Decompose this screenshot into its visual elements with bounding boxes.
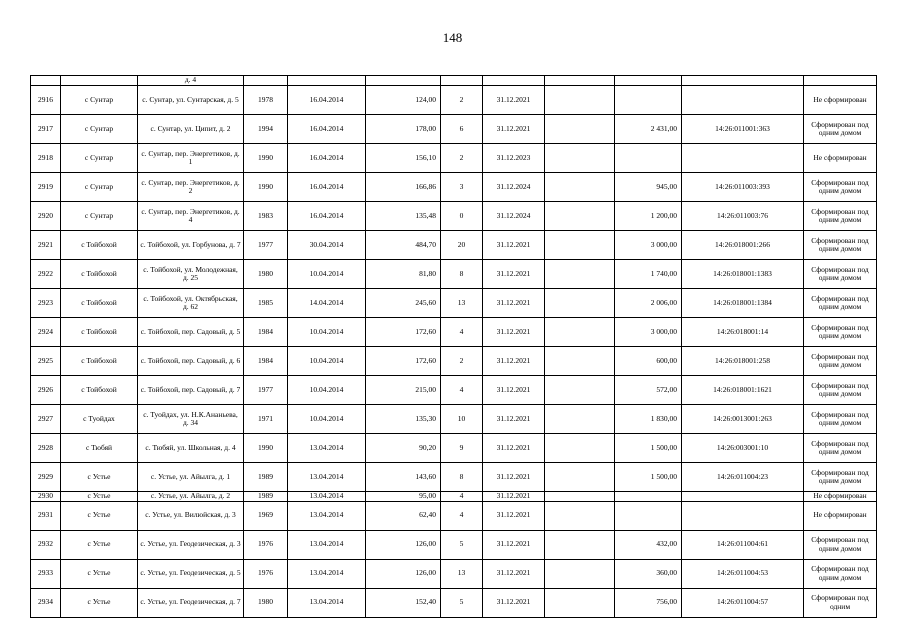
cell-empty bbox=[545, 347, 615, 376]
cell-date: 14.04.2014 bbox=[288, 289, 366, 318]
cell-plot-area: 945,00 bbox=[615, 173, 682, 202]
cell-plot-area: 432,00 bbox=[615, 530, 682, 559]
cell-settlement bbox=[61, 76, 138, 86]
cell-empty bbox=[545, 588, 615, 617]
table-row bbox=[31, 559, 877, 588]
cell-plot-status bbox=[804, 76, 877, 86]
cell-settlement: с Сунтар bbox=[61, 173, 138, 202]
cell-plot-area: 2 431,00 bbox=[615, 115, 682, 144]
cell-residents: 9 bbox=[441, 434, 483, 463]
cell-build-year: 1989 bbox=[244, 492, 288, 502]
cell-cadastral-number: 14:26:011004:57 bbox=[682, 588, 804, 617]
cell-settlement: с Устье bbox=[61, 559, 138, 588]
cell-settlement: с Тойбохой bbox=[61, 289, 138, 318]
cell-deadline: 31.12.2021 bbox=[483, 530, 545, 559]
cell-plot-status: Сформирован под одним домом bbox=[804, 260, 877, 289]
cell-plot-area: 1 740,00 bbox=[615, 260, 682, 289]
cell-plot-status: Сформирован под одним bbox=[804, 588, 877, 617]
cell-address: с. Устье, ул. Геодезическая, д. 3 bbox=[138, 530, 244, 559]
cell-cadastral-number: 14:26:011004:23 bbox=[682, 463, 804, 492]
cell-row-number: 2928 bbox=[31, 434, 61, 463]
cell-empty bbox=[545, 260, 615, 289]
cell-build-year: 1994 bbox=[244, 115, 288, 144]
cell-plot-status: Сформирован под одним домом bbox=[804, 559, 877, 588]
cell-cadastral-number: 14:26:011001:363 bbox=[682, 115, 804, 144]
cell-address: с. Сунтар, пер. Энергетиков, д. 4 bbox=[138, 202, 244, 231]
cell-area: 172,60 bbox=[366, 347, 441, 376]
cell-deadline: 31.12.2021 bbox=[483, 492, 545, 502]
cell-address: с. Сунтар, ул. Ципит, д. 2 bbox=[138, 115, 244, 144]
cell-residents: 8 bbox=[441, 463, 483, 492]
cell-date: 10.04.2014 bbox=[288, 376, 366, 405]
cell-address: с. Устье, ул. Геодезическая, д. 7 bbox=[138, 588, 244, 617]
cell-build-year: 1976 bbox=[244, 559, 288, 588]
cell-plot-area: 1 200,00 bbox=[615, 202, 682, 231]
cell-build-year: 1990 bbox=[244, 144, 288, 173]
cell-plot-area: 600,00 bbox=[615, 347, 682, 376]
cell-deadline bbox=[483, 76, 545, 86]
cell-row-number: 2917 bbox=[31, 115, 61, 144]
cell-deadline: 31.12.2021 bbox=[483, 501, 545, 530]
cell-deadline: 31.12.2023 bbox=[483, 144, 545, 173]
cell-plot-status: Сформирован под одним домом bbox=[804, 115, 877, 144]
cell-address: с. Тойбохой, ул. Горбунова, д. 7 bbox=[138, 231, 244, 260]
cell-build-year: 1978 bbox=[244, 86, 288, 115]
cell-plot-status: Сформирован под одним домом bbox=[804, 530, 877, 559]
cell-settlement: с Тойбохой bbox=[61, 318, 138, 347]
cell-address: с. Тойбохой, ул. Октябрьская, д. 62 bbox=[138, 289, 244, 318]
cell-area: 126,00 bbox=[366, 559, 441, 588]
cell-residents: 4 bbox=[441, 492, 483, 502]
cell-build-year: 1990 bbox=[244, 434, 288, 463]
table-row bbox=[31, 434, 877, 463]
cell-empty bbox=[545, 492, 615, 502]
cell-build-year: 1977 bbox=[244, 376, 288, 405]
table-row bbox=[31, 260, 877, 289]
cell-area: 152,40 bbox=[366, 588, 441, 617]
cell-plot-status: Сформирован под одним домом bbox=[804, 289, 877, 318]
cell-settlement: с Сунтар bbox=[61, 144, 138, 173]
cell-area: 172,60 bbox=[366, 318, 441, 347]
cell-area: 178,00 bbox=[366, 115, 441, 144]
table-row bbox=[31, 376, 877, 405]
cell-empty bbox=[545, 559, 615, 588]
cell-residents: 2 bbox=[441, 144, 483, 173]
cell-area: 135,30 bbox=[366, 405, 441, 434]
cell-settlement: с Тюбяй bbox=[61, 434, 138, 463]
table-row bbox=[31, 86, 877, 115]
cell-empty bbox=[545, 76, 615, 86]
cell-settlement: с Устье bbox=[61, 463, 138, 492]
cell-plot-area: 3 000,00 bbox=[615, 318, 682, 347]
cell-area: 156,10 bbox=[366, 144, 441, 173]
cell-cadastral-number: 14:26:018001:266 bbox=[682, 231, 804, 260]
cell-row-number: 2920 bbox=[31, 202, 61, 231]
cell-address: с. Устье, ул. Геодезическая, д. 5 bbox=[138, 559, 244, 588]
cell-empty bbox=[545, 289, 615, 318]
cell-row-number: 2934 bbox=[31, 588, 61, 617]
cell-deadline: 31.12.2021 bbox=[483, 260, 545, 289]
cell-row-number: 2926 bbox=[31, 376, 61, 405]
cell-area: 90,20 bbox=[366, 434, 441, 463]
cell-row-number: 2922 bbox=[31, 260, 61, 289]
cell-plot-status: Сформирован под одним домом bbox=[804, 347, 877, 376]
cell-settlement: с Устье bbox=[61, 492, 138, 502]
cell-date: 13.04.2014 bbox=[288, 530, 366, 559]
cell-plot-area: 756,00 bbox=[615, 588, 682, 617]
cell-cadastral-number: 14:26:011003:76 bbox=[682, 202, 804, 231]
cell-area: 215,00 bbox=[366, 376, 441, 405]
cell-plot-area bbox=[615, 86, 682, 115]
cell-empty bbox=[545, 231, 615, 260]
cell-address: с. Тойбохой, пер. Садовый, д. 7 bbox=[138, 376, 244, 405]
cell-residents: 4 bbox=[441, 318, 483, 347]
cell-area: 81,80 bbox=[366, 260, 441, 289]
cell-area: 484,70 bbox=[366, 231, 441, 260]
cell-plot-status: Сформирован под одним домом bbox=[804, 463, 877, 492]
cell-empty bbox=[545, 318, 615, 347]
cell-date: 30.04.2014 bbox=[288, 231, 366, 260]
cell-settlement: с Сунтар bbox=[61, 86, 138, 115]
cell-plot-area: 572,00 bbox=[615, 376, 682, 405]
cell-cadastral-number: 14:26:018001:1621 bbox=[682, 376, 804, 405]
cell-residents: 20 bbox=[441, 231, 483, 260]
cell-empty bbox=[545, 434, 615, 463]
cell-settlement: с Тойбохой bbox=[61, 347, 138, 376]
cell-date: 10.04.2014 bbox=[288, 318, 366, 347]
cell-address: с. Устье, ул. Айылга, д. 2 bbox=[138, 492, 244, 502]
cell-date: 16.04.2014 bbox=[288, 173, 366, 202]
table-body bbox=[31, 76, 877, 618]
cell-build-year bbox=[244, 76, 288, 86]
cell-date: 13.04.2014 bbox=[288, 588, 366, 617]
cell-date: 16.04.2014 bbox=[288, 86, 366, 115]
cell-residents: 13 bbox=[441, 559, 483, 588]
cell-area: 166,86 bbox=[366, 173, 441, 202]
cell-cadastral-number bbox=[682, 76, 804, 86]
cell-deadline: 31.12.2021 bbox=[483, 231, 545, 260]
cell-date: 16.04.2014 bbox=[288, 202, 366, 231]
cell-address: с. Сунтар, ул. Сунтарская, д. 5 bbox=[138, 86, 244, 115]
cell-date: 13.04.2014 bbox=[288, 501, 366, 530]
cell-date: 16.04.2014 bbox=[288, 115, 366, 144]
cell-residents: 2 bbox=[441, 86, 483, 115]
cell-residents bbox=[441, 76, 483, 86]
cell-plot-status: Сформирован под одним домом bbox=[804, 405, 877, 434]
cell-plot-status: Сформирован под одним домом bbox=[804, 376, 877, 405]
cell-date: 13.04.2014 bbox=[288, 559, 366, 588]
cell-date: 10.04.2014 bbox=[288, 405, 366, 434]
cell-area: 126,00 bbox=[366, 530, 441, 559]
cell-empty bbox=[545, 115, 615, 144]
cell-area: 62,40 bbox=[366, 501, 441, 530]
cell-row-number: 2919 bbox=[31, 173, 61, 202]
cell-plot-area: 1 500,00 bbox=[615, 434, 682, 463]
cell-deadline: 31.12.2021 bbox=[483, 376, 545, 405]
cell-residents: 6 bbox=[441, 115, 483, 144]
cell-build-year: 1971 bbox=[244, 405, 288, 434]
cell-date: 16.04.2014 bbox=[288, 144, 366, 173]
cell-address: с. Сунтар, пер. Энергетиков, д. 1 bbox=[138, 144, 244, 173]
cell-settlement: с Тойбохой bbox=[61, 231, 138, 260]
cell-settlement: с Устье bbox=[61, 501, 138, 530]
cell-cadastral-number: 14:26:011004:53 bbox=[682, 559, 804, 588]
cell-deadline: 31.12.2024 bbox=[483, 202, 545, 231]
cell-settlement: с Сунтар bbox=[61, 202, 138, 231]
cell-build-year: 1984 bbox=[244, 347, 288, 376]
cell-residents: 5 bbox=[441, 530, 483, 559]
cell-deadline: 31.12.2021 bbox=[483, 405, 545, 434]
cell-residents: 0 bbox=[441, 202, 483, 231]
cell-plot-status: Не сформирован bbox=[804, 501, 877, 530]
cell-build-year: 1985 bbox=[244, 289, 288, 318]
cell-area: 95,00 bbox=[366, 492, 441, 502]
cell-cadastral-number: 14:26:011003:393 bbox=[682, 173, 804, 202]
cell-address: с. Устье, ул. Вилюйская, д. 3 bbox=[138, 501, 244, 530]
cell-area: 135,48 bbox=[366, 202, 441, 231]
cell-residents: 4 bbox=[441, 501, 483, 530]
cell-cadastral-number bbox=[682, 144, 804, 173]
cell-row-number: 2927 bbox=[31, 405, 61, 434]
cell-settlement: с Тойбохой bbox=[61, 376, 138, 405]
cell-row-number: 2923 bbox=[31, 289, 61, 318]
cell-date: 10.04.2014 bbox=[288, 260, 366, 289]
table-row bbox=[31, 530, 877, 559]
table-row bbox=[31, 492, 877, 502]
cell-date: 13.04.2014 bbox=[288, 492, 366, 502]
cell-build-year: 1980 bbox=[244, 588, 288, 617]
cell-date: 10.04.2014 bbox=[288, 347, 366, 376]
cell-empty bbox=[545, 202, 615, 231]
cell-cadastral-number: 14:26:011004:61 bbox=[682, 530, 804, 559]
cell-cadastral-number: 14:26:018001:1384 bbox=[682, 289, 804, 318]
cell-row-number: 2932 bbox=[31, 530, 61, 559]
cell-address: с. Тойбохой, ул. Молодежная, д. 25 bbox=[138, 260, 244, 289]
cell-cadastral-number: 14:26:018001:1383 bbox=[682, 260, 804, 289]
cell-plot-status: Не сформирован bbox=[804, 86, 877, 115]
cell-area: 124,00 bbox=[366, 86, 441, 115]
cell-address: с. Устье, ул. Айылга, д. 1 bbox=[138, 463, 244, 492]
cell-row-number bbox=[31, 76, 61, 86]
cell-build-year: 1976 bbox=[244, 530, 288, 559]
cell-plot-area bbox=[615, 144, 682, 173]
cell-empty bbox=[545, 86, 615, 115]
cell-plot-status: Сформирован под одним домом bbox=[804, 318, 877, 347]
cell-row-number: 2918 bbox=[31, 144, 61, 173]
cell-residents: 8 bbox=[441, 260, 483, 289]
cell-settlement: с Тойбохой bbox=[61, 260, 138, 289]
cell-address: с. Туойдах, ул. Н.К.Ананьева, д. 34 bbox=[138, 405, 244, 434]
cell-deadline: 31.12.2021 bbox=[483, 559, 545, 588]
cell-settlement: с Устье bbox=[61, 530, 138, 559]
cell-plot-status: Сформирован под одним домом bbox=[804, 202, 877, 231]
cell-row-number: 2933 bbox=[31, 559, 61, 588]
cell-residents: 5 bbox=[441, 588, 483, 617]
cell-settlement: с Туойдах bbox=[61, 405, 138, 434]
cell-build-year: 1984 bbox=[244, 318, 288, 347]
cell-address: д. 4 bbox=[138, 76, 244, 86]
cell-address: с. Сунтар, пер. Энергетиков, д. 2 bbox=[138, 173, 244, 202]
cell-cadastral-number bbox=[682, 501, 804, 530]
cell-row-number: 2916 bbox=[31, 86, 61, 115]
cell-deadline: 31.12.2021 bbox=[483, 588, 545, 617]
table-row bbox=[31, 405, 877, 434]
table-row bbox=[31, 115, 877, 144]
cell-build-year: 1980 bbox=[244, 260, 288, 289]
cell-settlement: с Сунтар bbox=[61, 115, 138, 144]
cell-deadline: 31.12.2021 bbox=[483, 115, 545, 144]
cell-deadline: 31.12.2021 bbox=[483, 86, 545, 115]
cell-deadline: 31.12.2021 bbox=[483, 318, 545, 347]
cell-date: 13.04.2014 bbox=[288, 434, 366, 463]
cell-plot-area: 1 500,00 bbox=[615, 463, 682, 492]
cell-deadline: 31.12.2021 bbox=[483, 434, 545, 463]
cell-plot-status: Не сформирован bbox=[804, 144, 877, 173]
cell-empty bbox=[545, 144, 615, 173]
cell-build-year: 1990 bbox=[244, 173, 288, 202]
cell-cadastral-number: 14:26:003001:10 bbox=[682, 434, 804, 463]
cell-cadastral-number bbox=[682, 86, 804, 115]
page-number: 148 bbox=[442, 30, 463, 45]
cell-residents: 10 bbox=[441, 405, 483, 434]
table-row bbox=[31, 144, 877, 173]
table-row bbox=[31, 173, 877, 202]
cell-row-number: 2931 bbox=[31, 501, 61, 530]
cell-row-number: 2929 bbox=[31, 463, 61, 492]
cell-cadastral-number: 14:26:018001:258 bbox=[682, 347, 804, 376]
cell-empty bbox=[545, 530, 615, 559]
cell-build-year: 1989 bbox=[244, 463, 288, 492]
table-row bbox=[31, 318, 877, 347]
table-row bbox=[31, 202, 877, 231]
cell-row-number: 2925 bbox=[31, 347, 61, 376]
table-row bbox=[31, 76, 877, 86]
cell-row-number: 2924 bbox=[31, 318, 61, 347]
cell-build-year: 1983 bbox=[244, 202, 288, 231]
cell-address: с. Тойбохой, пер. Садовый, д. 5 bbox=[138, 318, 244, 347]
cell-address: с. Тойбохой, пер. Садовый, д. 6 bbox=[138, 347, 244, 376]
cell-cadastral-number: 14:26:018001:14 bbox=[682, 318, 804, 347]
cell-area: 245,60 bbox=[366, 289, 441, 318]
cell-row-number: 2930 bbox=[31, 492, 61, 502]
cell-deadline: 31.12.2021 bbox=[483, 347, 545, 376]
cell-plot-area: 2 006,00 bbox=[615, 289, 682, 318]
table-row bbox=[31, 501, 877, 530]
cell-build-year: 1969 bbox=[244, 501, 288, 530]
cell-date: 13.04.2014 bbox=[288, 463, 366, 492]
cell-plot-status: Не сформирован bbox=[804, 492, 877, 502]
cell-residents: 13 bbox=[441, 289, 483, 318]
table-row bbox=[31, 289, 877, 318]
cell-empty bbox=[545, 376, 615, 405]
cell-build-year: 1977 bbox=[244, 231, 288, 260]
cell-empty bbox=[545, 463, 615, 492]
cell-plot-area bbox=[615, 492, 682, 502]
table-row bbox=[31, 463, 877, 492]
cell-cadastral-number: 14:26:0013001:263 bbox=[682, 405, 804, 434]
cell-plot-area bbox=[615, 501, 682, 530]
cell-plot-area: 3 000,00 bbox=[615, 231, 682, 260]
cell-plot-area: 1 830,00 bbox=[615, 405, 682, 434]
cell-plot-status: Сформирован под одним домом bbox=[804, 173, 877, 202]
cell-plot-status: Сформирован под одним домом bbox=[804, 434, 877, 463]
cell-address: с. Тюбяй, ул. Школьная, д. 4 bbox=[138, 434, 244, 463]
cell-plot-area: 360,00 bbox=[615, 559, 682, 588]
table-row bbox=[31, 231, 877, 260]
table-row bbox=[31, 588, 877, 617]
cell-area: 143,60 bbox=[366, 463, 441, 492]
housing-registry-table bbox=[30, 75, 877, 618]
cell-deadline: 31.12.2024 bbox=[483, 173, 545, 202]
cell-residents: 3 bbox=[441, 173, 483, 202]
table-row bbox=[31, 347, 877, 376]
cell-empty bbox=[545, 173, 615, 202]
cell-empty bbox=[545, 405, 615, 434]
cell-residents: 2 bbox=[441, 347, 483, 376]
cell-empty bbox=[545, 501, 615, 530]
cell-deadline: 31.12.2021 bbox=[483, 463, 545, 492]
cell-residents: 4 bbox=[441, 376, 483, 405]
cell-settlement: с Устье bbox=[61, 588, 138, 617]
cell-date bbox=[288, 76, 366, 86]
cell-plot-status: Сформирован под одним домом bbox=[804, 231, 877, 260]
cell-row-number: 2921 bbox=[31, 231, 61, 260]
cell-deadline: 31.12.2021 bbox=[483, 289, 545, 318]
cell-area bbox=[366, 76, 441, 86]
cell-plot-area bbox=[615, 76, 682, 86]
cell-cadastral-number bbox=[682, 492, 804, 502]
